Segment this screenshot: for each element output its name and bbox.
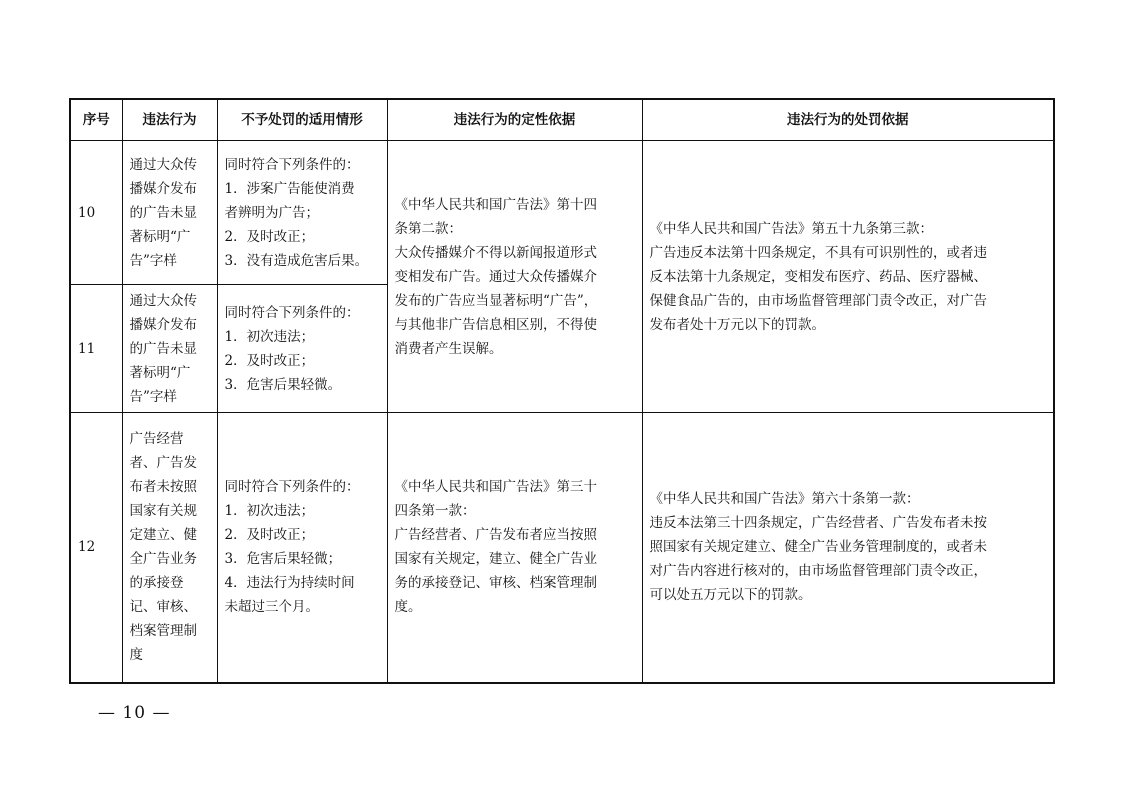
text-line: 《中华人民共和国广告法》第十四 (394, 196, 597, 213)
text-line: 发布者处十万元以下的罚款。 (649, 316, 825, 333)
text-line: 度 (129, 647, 143, 664)
text-line: 变相发布广告。通过大众传播媒介 (394, 268, 597, 285)
header-legal-basis: 违法行为的定性依据 (387, 99, 642, 141)
text-line: 大众传播媒介不得以新闻报道形式 (394, 244, 597, 261)
text-line: 国家有关规定，建立、健全广告业 (394, 551, 597, 568)
legal-basis-cell (387, 413, 642, 683)
text-line: 播媒介发布 (129, 316, 197, 333)
violation-cell (122, 413, 217, 683)
text-line: 消费者产生误解。 (394, 340, 503, 357)
text-line: 1．涉案广告能使消费 (224, 180, 355, 197)
violation-cell (122, 285, 217, 413)
text-line: 的承接登 (129, 575, 184, 592)
exemption-cell (217, 141, 387, 285)
penalty-basis-cell (642, 141, 1054, 413)
text-line: 未超过三个月。 (224, 599, 319, 616)
text-line: 发布的广告应当显著标明“广告”， (394, 292, 598, 309)
text-line: 可以处五万元以下的罚款。 (649, 587, 812, 604)
text-line: 全广告业务 (129, 551, 197, 568)
row-serial: 10 (70, 141, 122, 285)
text-line: 播媒介发布 (129, 180, 197, 197)
text-line: 通过大众传 (129, 156, 197, 173)
text-line: 《中华人民共和国广告法》第三十 (394, 479, 597, 496)
text-line: 档案管理制 (129, 623, 197, 640)
text-line: 1．初次违法； (224, 503, 315, 520)
text-line: 广告违反本法第十四条规定，不具有可识别性的，或者违 (649, 244, 987, 261)
text-line: 3．没有造成危害后果。 (224, 252, 369, 269)
text-line: 3．危害后果轻微； (224, 551, 342, 568)
text-line: 照国家有关规定建立、健全广告业务管理制度的，或者未 (649, 539, 987, 556)
text-line: 国家有关规 (129, 503, 197, 520)
exemption-cell (217, 285, 387, 413)
header-serial: 序号 (70, 99, 122, 141)
text-line: 广告经营 (129, 431, 184, 448)
legal-basis-cell (387, 141, 642, 413)
text-line: 反本法第十九条规定，变相发布医疗、药品、医疗器械、 (649, 268, 987, 285)
text-line: 的广告未显 (129, 204, 197, 221)
text-line: 条第二款： (394, 220, 462, 237)
header-penalty-basis: 违法行为的处罚依据 (642, 99, 1054, 141)
text-line: 保健食品广告的，由市场监督管理部门责令改正，对广告 (649, 292, 987, 309)
text-line: 2．及时改正； (224, 527, 315, 544)
text-line: 通过大众传 (129, 292, 197, 309)
text-line: 务的承接登记、审核、档案管理制 (394, 575, 597, 592)
row-serial: 12 (70, 413, 122, 683)
header-exemption: 不予处罚的适用情形 (217, 99, 387, 141)
text-line: 著标明“广 (129, 364, 191, 381)
text-line: 同时符合下列条件的： (224, 479, 360, 496)
text-line: 度。 (394, 599, 422, 616)
text-line: 同时符合下列条件的： (224, 304, 360, 321)
text-line: 记、审核、 (129, 599, 197, 616)
text-line: 者辨明为广告； (224, 204, 319, 221)
text-line: 4．违法行为持续时间 (224, 575, 355, 592)
exemption-cell (217, 413, 387, 683)
regulation-table (69, 98, 1055, 684)
text-line: 《中华人民共和国广告法》第六十条第一款： (649, 491, 920, 508)
text-line: 告”字样 (129, 388, 177, 405)
text-line: 2．及时改正； (224, 228, 315, 245)
header-violation: 违法行为 (122, 99, 217, 141)
text-line: 对广告内容进行核对的，由市场监督管理部门责令改正， (649, 563, 987, 580)
text-line: 1．初次违法； (224, 328, 315, 345)
text-line: 者、广告发 (129, 455, 197, 472)
violation-cell (122, 141, 217, 285)
text-line: 3．危害后果轻微。 (224, 376, 342, 393)
text-line: 著标明“广 (129, 228, 191, 245)
text-line: 四条第一款： (394, 503, 476, 520)
text-line: 布者未按照 (129, 479, 197, 496)
text-line: 2．及时改正； (224, 352, 315, 369)
text-line: 告”字样 (129, 252, 177, 269)
text-line: 广告经营者、广告发布者应当按照 (394, 527, 597, 544)
row-serial: 11 (70, 285, 122, 413)
text-line: 违反本法第三十四条规定，广告经营者、广告发布者未按 (649, 515, 987, 532)
header-row (70, 99, 1054, 141)
page-number: — 10 — (98, 703, 171, 723)
text-line: 定建立、健 (129, 527, 197, 544)
table-row (70, 413, 1054, 683)
text-line: 同时符合下列条件的： (224, 156, 360, 173)
text-line: 与其他非广告信息相区别，不得使 (394, 316, 597, 333)
text-line: 《中华人民共和国广告法》第五十九条第三款： (649, 220, 933, 237)
penalty-basis-cell (642, 413, 1054, 683)
text-line: 的广告未显 (129, 340, 197, 357)
table-row (70, 141, 1054, 285)
